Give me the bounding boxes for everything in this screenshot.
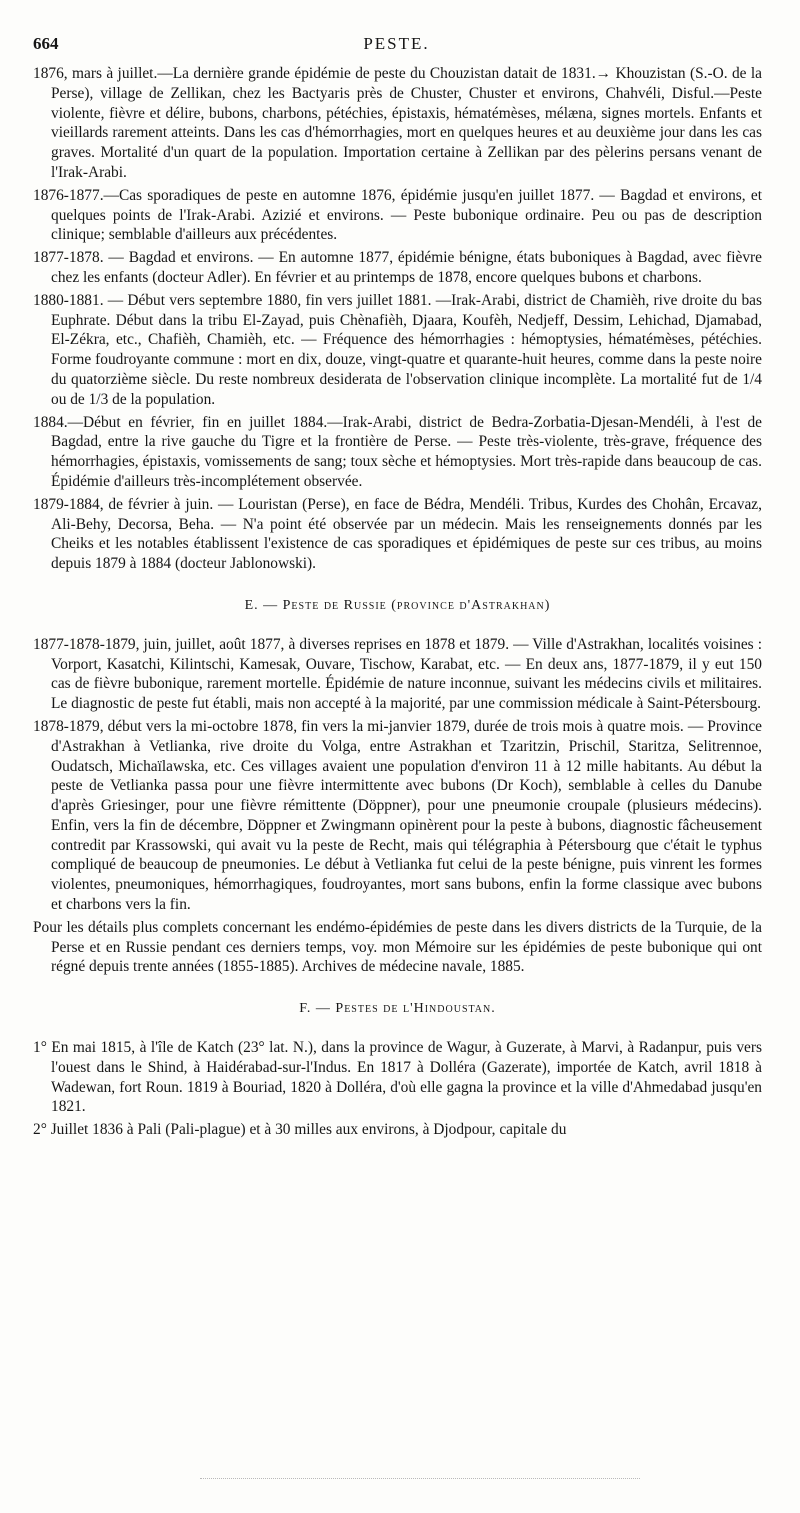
entry-text: 1877, à diverses reprises en 1878 et 1879. — Ville d'Astrakhan, localités voisines : Vorport, Kasatchi, Kilintschi, Kamesak, Ouvare, Tischow, Karabat, etc. — En deux ans, 1877-1879, il y eut 150 cas de fièvre bubonique, rarement mortelle. Épidémie de nature inconnue, suivant les médecins civils et militaires. Le diagnostic de peste fut établi, mais non accepté à la majorité, par une commission médicale à Saint-Pétersbourg.	[51, 635, 762, 713]
entry-1877-1878-1879	[33, 635, 762, 714]
entry-1880-1881	[33, 291, 762, 410]
entry-lead: 1876-1877.	[33, 186, 104, 204]
section-heading-russia: E. — Peste de Russie (province d'Astrakhan)	[244, 597, 551, 613]
entry-lead: 1877-1878.	[33, 249, 104, 267]
entry-text: — Début vers septembre 1880, fin vers juillet 1881. —Irak-Arabi, district de Chamièh, rive droite du bas Euphrate. Début dans la tribu El-Zayad, puis Chènafièh, Djaara, Koufèh, Nedjeff, Dessim, Lehichad, Djamabad, El-Zékra, etc., Chafièh, Chamièh, etc. — Fréquence des hémorrhagies : hémoptysies, hématémèses, pétéchies. Forme foudroyante commune : mort en dix, douze, vingt-quatre et quarante-huit heures, comme dans la peste noire du quatorzième siècle. Du reste nombreux desiderata de l'observation clinique incomplète. La mortalité fut de 1/4 ou de 1/3 de la population.	[51, 291, 762, 408]
entry-1876	[33, 64, 762, 183]
entry-1815	[33, 1038, 762, 1117]
page-body	[33, 64, 762, 1143]
entry-lead: 1877-1878-1879, juin, juillet, août	[33, 635, 246, 653]
entry-lead: 2° Juillet 1836	[33, 1121, 123, 1139]
entry-text: à Pali (Pali-plague) et à 30 milles aux environs, à Djodpour, capitale du	[122, 1121, 567, 1139]
entry-lead: 1878-1879,	[33, 717, 104, 735]
entry-1879-1884	[33, 495, 762, 574]
page-header	[33, 34, 760, 56]
entry-1878-1879	[33, 717, 762, 915]
entry-1884	[33, 413, 762, 492]
entry-text: à l'île de Katch (23° lat. N.), dans la province de Wagur, à Guzerate, à Marvi, à Radanpur, puis vers l'ouest dans le Shind, à Haidérabad-sur-l'Indus. En 1817 à Dolléra (Gazerate), importée de Katch, avril 1818 à Wadewan, fort Roun. 1819 à Bouriad, 1820 à Dolléra, d'où elle gagna la province et la ville d'Ahmedabad jusqu'en 1821.	[51, 1039, 762, 1116]
entry-lead: 1° En mai 1815,	[33, 1039, 136, 1057]
entry-lead: 1879-1884, de février à juin.	[33, 495, 214, 513]
entry-lead: 1880-1881.	[33, 291, 104, 309]
entry-text: —Cas sporadiques de peste en automne 1876, épidémie jusqu'en juillet 1877. — Bagdad et environs, et quelques points de l'Irak-Arabi. Azizié et environs. — Peste bubonique ordinaire. Peu ou pas de description clinique; semblable d'ailleurs aux précédentes.	[51, 186, 762, 244]
entry-1836	[33, 1120, 762, 1140]
entry-text: — Bagdad et environs. — En automne 1877, épidémie bénigne, états buboniques à Bagdad, avec fièvre chez les enfants (docteur Adler). En février et au printemps de 1878, encore quelques bubons et charbons.	[51, 249, 762, 286]
entry-text: —La dernière grande épidémie de peste du Chouzistan datait de 1831.→ Khouzistan (S.-O. de la Perse), village de Zellikan, chez les Bactyaris près de Chuster, Chuster et environs, Chahvéli, Disful.—Peste violente, fièvre et délire, bubons, charbons, pétéchies, épistaxis, hématémèses, mélæna, signes mortels. Enfants et vieillards rarement atteints. Dans les cas d'hémorrhagies, mort en quelques heures et au deuxième jour dans les cas graves. Mortalité d'un quart de la population. Importation certaine à Zellikan par des pèlerins persans venant de l'Irak-Arabi.	[51, 65, 762, 181]
entry-1876-1877	[33, 186, 762, 245]
footer-faint-line	[200, 1478, 640, 1479]
entry-lead: 1876, mars à juillet.	[33, 65, 158, 82]
reference-note: Pour les détails plus complets concernant les endémo-épidémies de peste dans les divers districts de la Turquie, de la Perse et en Russie pendant ces derniers temps, voy. mon Mémoire sur les épidémies de peste bubonique qui ont régné depuis trente années (1855-1885). Archives de médecine navale, 1885.	[33, 918, 762, 976]
page-number: 664	[33, 34, 59, 53]
entry-text: début vers la mi-octobre 1878, fin vers la mi-janvier 1879, durée de trois mois à quatre mois. — Province d'Astrakhan à Vetlianka, rive droite du Volga, entre Astrakhan et Tzaritzin, Prischil, Staritza, Selitrennoe, Oudatsch, Michaïlawska, etc. Ces villages avaient une population d'environ 11 à 12 mille habitants. Au début la peste de Vetlianka passa pour une fièvre intermittente avec bubons (Dr Koch), semblable à celles du Danube d'après Griesinger, pour une fièvre rémittente (Döppner), pour une pneumonie croupale (plusieurs médecins). Enfin, vers la fin de décembre, Döppner et Zwingmann opinèrent pour la peste à bubons, diagnostic fâcheusement contredit par Krassowski, qui avait vu la peste de Recht, mais qui télégraphia à Pétersbourg que c'était le typhus compliqué de beaucoup de pneumonies. Le début à Vetlianka fut celui de la peste bénigne, puis vinrent les formes violentes, pneumoniques, hémorrhagiques, foudroyantes, mort sans bubons, enfin la forme classique avec bubons et charbons vers la fin.	[51, 717, 762, 914]
entry-lead: 1884.	[33, 413, 68, 431]
section-heading-hindoustan: F. — Pestes de l'Hindoustan.	[299, 1001, 496, 1017]
entry-text: —Début en février, fin en juillet 1884.—Irak-Arabi, district de Bedra-Zorbatia-Djesan-Mendéli, à l'est de Bagdad, entre la rive gauche du Tigre et la frontière de Perse. — Peste très-violente, très-grave, fréquence des hémorrhagies, épistaxis, vomissements de sang; toux sèche et hémoptysies. Mort très-rapide dans beaucoup de cas. Épidémie d'ailleurs très-incomplétement observée.	[51, 413, 762, 490]
running-head: PESTE.	[363, 34, 430, 53]
entry-1877-1878	[33, 248, 762, 288]
entry-text: — Louristan (Perse), en face de Bédra, Mendéli. Tribus, Kurdes des Chohân, Ercavaz, Ali-Behy, Decorsa, Beha. — N'a point été observée par un médecin. Mais les renseignements donnés par les Cheiks et les notables établissent l'existence de cas sporadiques et épidémiques de peste sur ces tribus, au moins depuis 1879 à 1884 (docteur Jablonowski).	[51, 495, 762, 573]
